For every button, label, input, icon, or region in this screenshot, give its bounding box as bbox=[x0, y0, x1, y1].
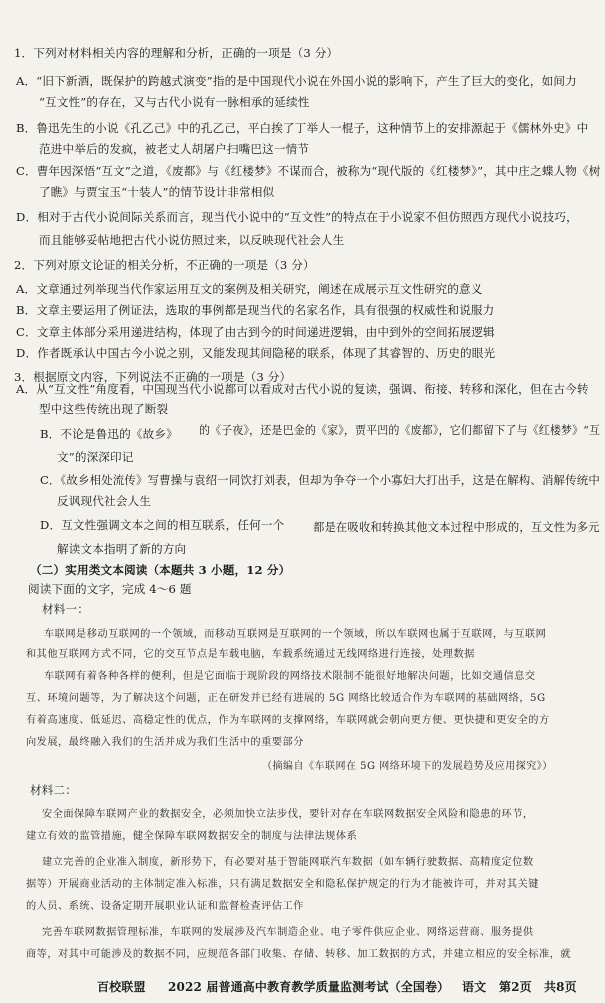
question-3-stem: 3．根据原文内容，下列说法不正确的一项是（3 分） bbox=[14, 370, 292, 384]
q1-option-a-cont: “互文性”的存在，又与古代小说有一脉相承的延续性 bbox=[39, 95, 310, 109]
material-1-para-2-line-4: 向发展，最终融入我们的生活并成为我们生活中的重要部分 bbox=[26, 737, 304, 748]
q2-option-a: A．文章通过列举现当代作家运用互文的案例及相关研究，阐述在成展示互文性研究的意义 bbox=[16, 282, 483, 296]
q1-option-a: A．“旧下新酒，既保护的跨越式演变”指的是中国现代小说在外国小说的影响下，产生了巨大的变化，如间力 bbox=[16, 74, 577, 88]
q3-option-d-cont: 解读文本指明了新的方向 bbox=[57, 542, 187, 556]
material-2-para-1-cont: 建立有效的监管措施，健全保障车联网数据安全的制度与法律法规体系 bbox=[26, 831, 358, 842]
q1-option-b: B．鲁迅先生的小说《孔乙己》中的孔乙己，平白挨了丁举人一棍子，这种情节上的安排源起于《儒林外史》中 bbox=[16, 121, 589, 135]
q3-option-c: C．《故乡相处流传》写曹操与袁绍一同饮打刘表，但却为争夺一个小寡妇大打出手，这是在解构、消解传统中 bbox=[40, 473, 600, 487]
q3-option-b-mid: 的《子夜》，还是巴金的《家》，贾平凹的《废都》，它们都留下了与《红楼梦》“互 bbox=[199, 423, 601, 437]
citation: （摘编自《车联网在 5G 网络环境下的发展趋势及应用探究》） bbox=[262, 761, 553, 772]
q3-option-b-cont: 文”的深深印记 bbox=[57, 450, 134, 464]
q3-option-a: A．从“互文性”角度看，中国现当代小说都可以看成对古代小说的复读，强调、衔接、转移和深化，但在古今转 bbox=[16, 382, 589, 396]
q1-option-c: C．曹年因深悟“互文”之道，《废都》与《红楼梦》不谋而合，被称为“现代版的《红楼梦》”，其中庄之蝶人物《树 bbox=[16, 164, 601, 178]
q2-option-d: D．作者既承认中国古今小说之别，又能发现其间隐秘的联系，体现了其睿智的、历史的眼光 bbox=[16, 346, 496, 360]
q1-option-c-cont: 了瞧》与贾宝玉“十装人”的情节设计非常相似 bbox=[39, 185, 275, 199]
q3-option-b: B．不论是鲁迅的《故乡》 bbox=[40, 427, 178, 441]
material-2-para-2-line-3: 的人员、系统、设备定期开展职业认证和监督检查评估工作 bbox=[26, 901, 304, 912]
material-1-heading: 材料一： bbox=[42, 602, 89, 616]
material-2-para-3: 完善车联网数据管理标准，车联网的发展涉及汽车制造企业、电子零件供应企业、网络运营商、服务提供 bbox=[42, 927, 534, 938]
q3-option-a-cont: 型中这些传统出现了断裂 bbox=[39, 402, 169, 416]
material-2-para-2-line-2: 据等）开展商业活动的主体制定准入标准，只有满足数据安全和隐私保护规定的行为才能被许可，并对其关键 bbox=[26, 879, 539, 890]
question-1-stem: 1．下列对材料相关内容的理解和分析，正确的一项是（3 分） bbox=[14, 46, 339, 60]
material-1-para-2-line-2: 互、环境问题等，为了解决这个问题，正在研发并已经有进展的 5G 网络比较适合作为车联网的基础网络，5G bbox=[26, 693, 546, 704]
material-1-para-1: 车联网是移动互联网的一个领域，而移动互联网是互联网的一个领域，所以车联网也属于互联网，与互联网 bbox=[44, 629, 547, 640]
material-2-para-1: 安全面保障车联网产业的数据安全，必须加快立法步伐，要针对存在车联网数据安全风险和隐患的环节， bbox=[42, 809, 534, 820]
section-heading: （二）实用类文本阅读（本题共 3 小题，12 分） bbox=[30, 563, 291, 577]
q1-option-d: D．相对于古代小说间际关系而言，现当代小说中的“互文性”的特点在于小说家不但仿照西方现代小说技巧， bbox=[16, 210, 578, 224]
footer-brand: 百校联盟 bbox=[97, 980, 146, 994]
instructions: 阅读下面的文字，完成 4～6 题 bbox=[28, 582, 192, 596]
footer-page-total: 共8页 bbox=[544, 980, 577, 994]
q1-option-d-cont: 而且能够妥帖地把古代小说仿照过来，以反映现代社会人生 bbox=[39, 233, 345, 247]
q2-option-c: C．文章主体部分采用递进结构，体现了由古到今的时间递进逻辑，由中到外的空间拓展逻辑 bbox=[16, 325, 495, 339]
material-2-para-3-cont: 商等，对其中可能涉及的数据不同，应规范各部门收集、存储、转移、加工数据的方式，并建立相应的安全标准，就 bbox=[26, 949, 572, 960]
material-2-heading: 材料二： bbox=[30, 783, 77, 797]
q2-option-b: B．文章主要运用了例证法，选取的事例都是现当代的名家名作，具有很强的权威性和说服力 bbox=[16, 303, 495, 317]
question-2-stem: 2．下列对原文论证的相关分析，不正确的一项是（3 分） bbox=[14, 258, 315, 272]
footer-page-number: 第2页 bbox=[499, 980, 532, 994]
footer-exam-title: 2022 届普通高中教育教学质量监测考试（全国卷） bbox=[168, 980, 450, 994]
q1-option-b-cont: 范进中举后的发疯，被老丈人胡屠户扫嘴巴这一情节 bbox=[39, 142, 310, 156]
q3-option-c-cont: 反讽现代社会人生 bbox=[57, 494, 151, 508]
material-1-para-2: 车联网有着各种各样的便利，但是它面临于现阶段的网络技术限制不能很好地解决问题，比如交通信息交 bbox=[44, 671, 536, 682]
material-2-para-2: 建立完善的企业准入制度，新形势下，有必要对基于智能网联汽车数据（如车辆行驶数据、高精度定位数 bbox=[42, 857, 534, 868]
material-1-para-2-line-3: 有着高速度、低延迟、高稳定性的优点，作为车联网的支撑网络，车联网就会朝向更方便、更快捷和更安全的方 bbox=[26, 715, 550, 726]
q3-option-d-mid: 都是在吸收和转换其他文本过程中形成的，互文性为多元 bbox=[313, 520, 600, 534]
q3-option-d: D．互文性强调文本之间的相互联系，任何一个 bbox=[40, 518, 285, 532]
footer-subject: 语文 bbox=[462, 980, 487, 994]
material-1-para-1-cont: 和其他互联网方式不同，它的交互节点是车载电脑，车载系统通过无线网络进行连接，处理数据 bbox=[26, 649, 475, 660]
